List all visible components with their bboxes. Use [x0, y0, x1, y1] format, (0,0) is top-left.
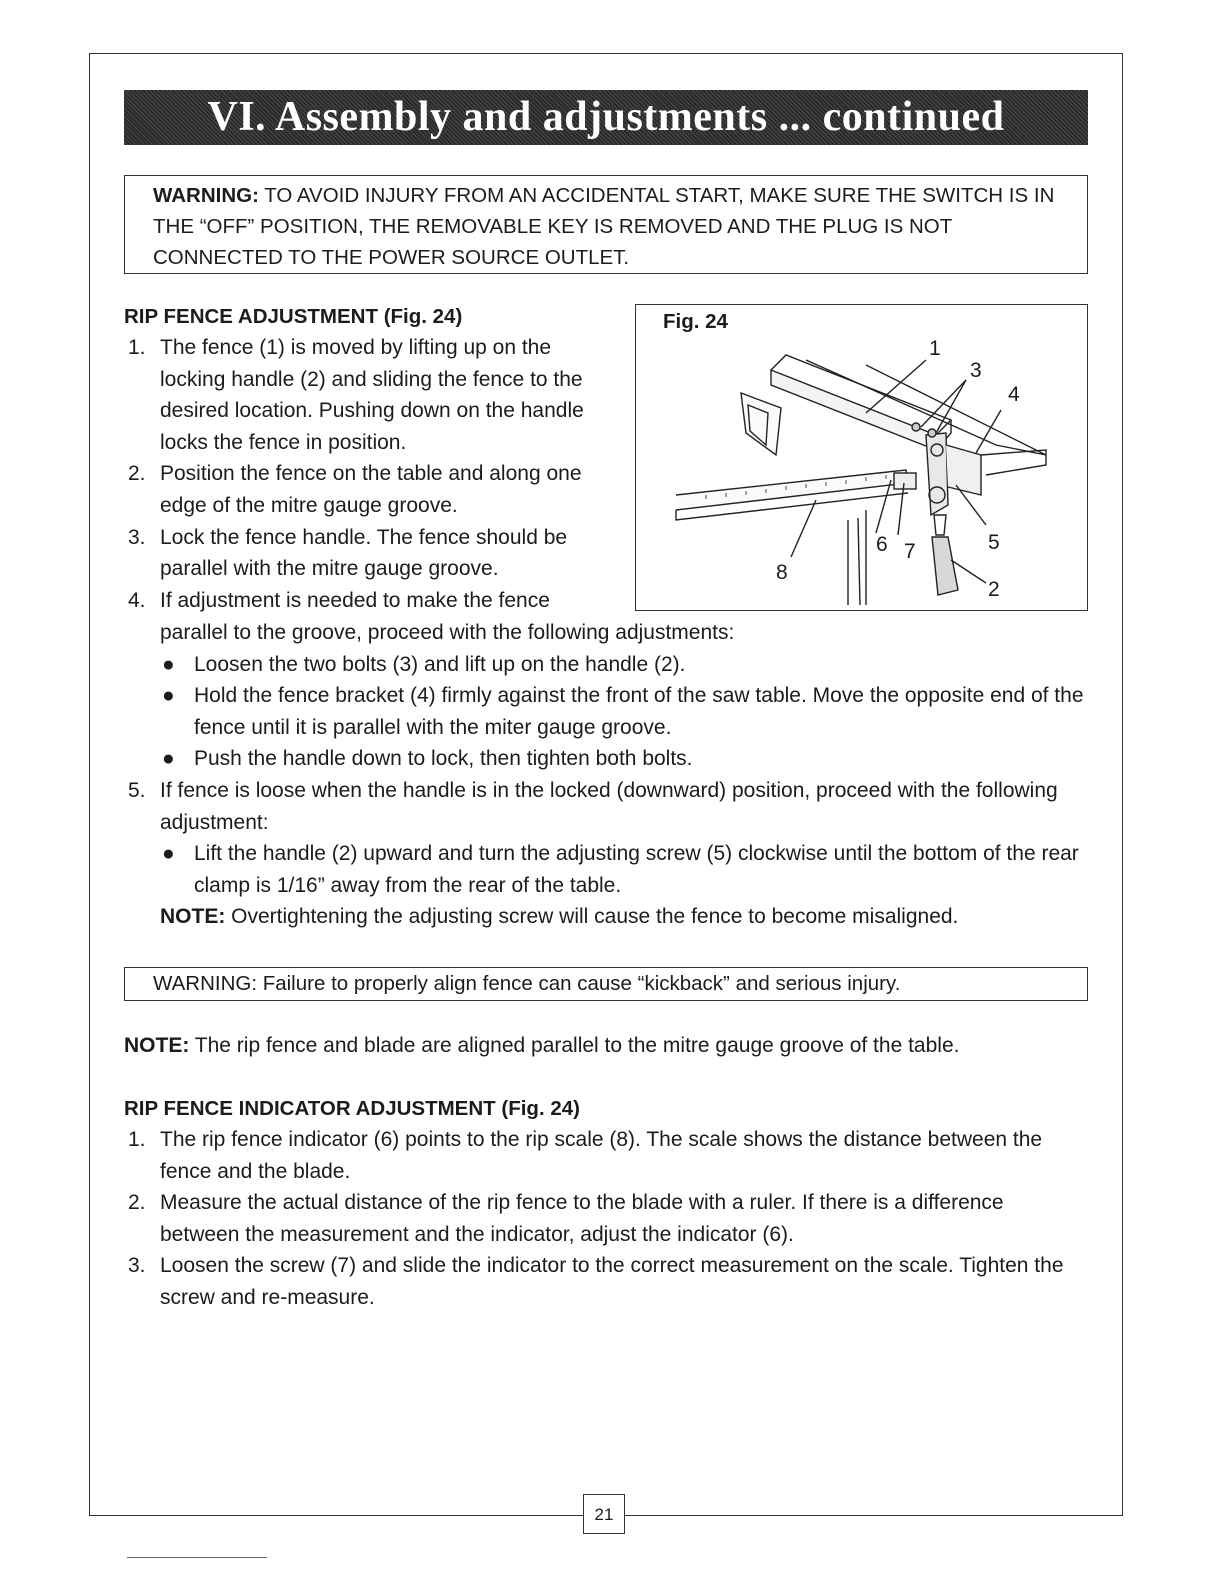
bullet-text: Lift the handle (2) upward and turn the adjusting screw (5) clockwise until the bottom of the rear clamp is 1/16” away from the rear of the table.	[194, 842, 1079, 897]
bullet-text: Push the handle down to lock, then tighten both bolts.	[194, 747, 693, 771]
note	[124, 901, 1094, 933]
warning-label: WARNING:	[153, 184, 259, 207]
list-text: If adjustment is needed to make the fence	[160, 588, 550, 612]
callout-5: 5	[988, 531, 1000, 554]
indicator-steps	[124, 1124, 1074, 1314]
bullet-dot: ●	[162, 652, 175, 676]
indicator-window	[894, 473, 916, 489]
callout-3: 3	[970, 359, 982, 382]
list-text: Lock the fence handle. The fence should be parallel with the mitre gauge groove.	[160, 525, 568, 581]
list-number: 4.	[128, 588, 146, 612]
list-number: 1.	[128, 1128, 146, 1151]
bullet-dot: ●	[162, 684, 175, 708]
callout-7: 7	[904, 540, 916, 563]
list-number: 2.	[128, 462, 146, 486]
page-number: 21	[583, 1494, 625, 1534]
figure-title: Fig. 24	[663, 310, 728, 333]
footer-rule-left	[89, 1515, 583, 1516]
bullet-text: Hold the fence bracket (4) firmly against the front of the saw table. Move the opposite end of the fence until it is parallel with the miter gauge groove.	[194, 684, 1084, 739]
step4-continuation	[124, 617, 1094, 933]
list-item	[124, 522, 614, 585]
bullet-dot: ●	[162, 842, 175, 866]
rip-scale	[676, 470, 908, 510]
warning-box-top	[124, 175, 1088, 274]
list-text: The fence (1) is moved by lifting up on the locking handle (2) and sliding the fence to the desired location. Pushing down on the handle locks the fence in position.	[160, 336, 584, 454]
figure-24	[635, 304, 1088, 611]
list-item	[124, 1124, 1074, 1187]
rip-fence-illustration	[636, 305, 1089, 612]
warning-box-kickback: WARNING: Failure to properly align fence can cause “kickback” and serious injury.	[124, 967, 1088, 1001]
callout-4: 4	[1008, 383, 1020, 406]
list-number: 3.	[128, 1254, 146, 1278]
bullet-item	[124, 649, 1094, 681]
callout-1: 1	[929, 337, 941, 360]
list-text: Loosen the screw (7) and slide the indicator to the correct measurement on the scale. Tighten the screw and re-measure.	[160, 1254, 1064, 1309]
section-banner: VI. Assembly and adjustments ... continued	[124, 90, 1088, 145]
list-text: Measure the actual distance of the rip fence to the blade with a ruler. If there is a difference between the measurement and the indicator, adjust the indicator (6).	[160, 1191, 1004, 1246]
list-number: 1.	[128, 336, 146, 359]
list-text: The rip fence indicator (6) points to the rip scale (8). The scale shows the distance between the fence and the blade.	[160, 1128, 1043, 1183]
list-text: Position the fence on the table and along one edge of the mitre gauge groove.	[160, 462, 582, 517]
list-item	[124, 458, 614, 521]
note-label: NOTE:	[124, 1034, 190, 1057]
warning-text: TO AVOID INJURY FROM AN ACCIDENTAL START, MAKE SURE THE SWITCH IS IN THE “OFF” POSITION, THE REMOVABLE KEY IS REMOVED AND THE PLUG IS NOT CONNECTED TO THE POWER SOURCE OUTLET.	[153, 184, 1055, 269]
note-text: The rip fence and blade are aligned parallel to the mitre gauge groove of the table.	[189, 1034, 960, 1057]
blue-rule	[127, 1557, 267, 1558]
callout-6: 6	[876, 533, 888, 556]
list-item	[124, 1250, 1074, 1313]
bullet-dot: ●	[162, 747, 175, 771]
footer-rule-right	[625, 1515, 1123, 1516]
list-item	[124, 332, 614, 458]
list-item	[124, 1187, 1074, 1250]
section-heading-indicator: RIP FENCE INDICATOR ADJUSTMENT (Fig. 24)	[124, 1097, 580, 1120]
list-item	[124, 775, 1094, 838]
bullet-item	[124, 743, 1094, 775]
note-text: Overtightening the adjusting screw will cause the fence to become misaligned.	[225, 905, 959, 929]
locking-handle	[932, 537, 958, 595]
callout-2: 2	[988, 578, 1000, 601]
list-number: 3.	[128, 525, 146, 549]
callout-8: 8	[776, 561, 788, 584]
bullet-item	[124, 838, 1094, 901]
rip-fence-steps	[124, 332, 614, 616]
list-number: 2.	[128, 1191, 146, 1215]
list-text: parallel to the groove, proceed with the following adjustments:	[160, 621, 735, 644]
bullet-item	[124, 680, 1094, 743]
list-number: 5.	[128, 778, 146, 802]
list-item	[124, 585, 614, 617]
bullet-text: Loosen the two bolts (3) and lift up on the handle (2).	[194, 652, 686, 676]
section-heading-rip-fence: RIP FENCE ADJUSTMENT (Fig. 24)	[124, 305, 463, 328]
note-label: NOTE:	[160, 905, 226, 929]
list-text: If fence is loose when the handle is in the locked (downward) position, proceed with the following adjustment:	[160, 778, 1058, 834]
note-alignment	[124, 1030, 1094, 1062]
